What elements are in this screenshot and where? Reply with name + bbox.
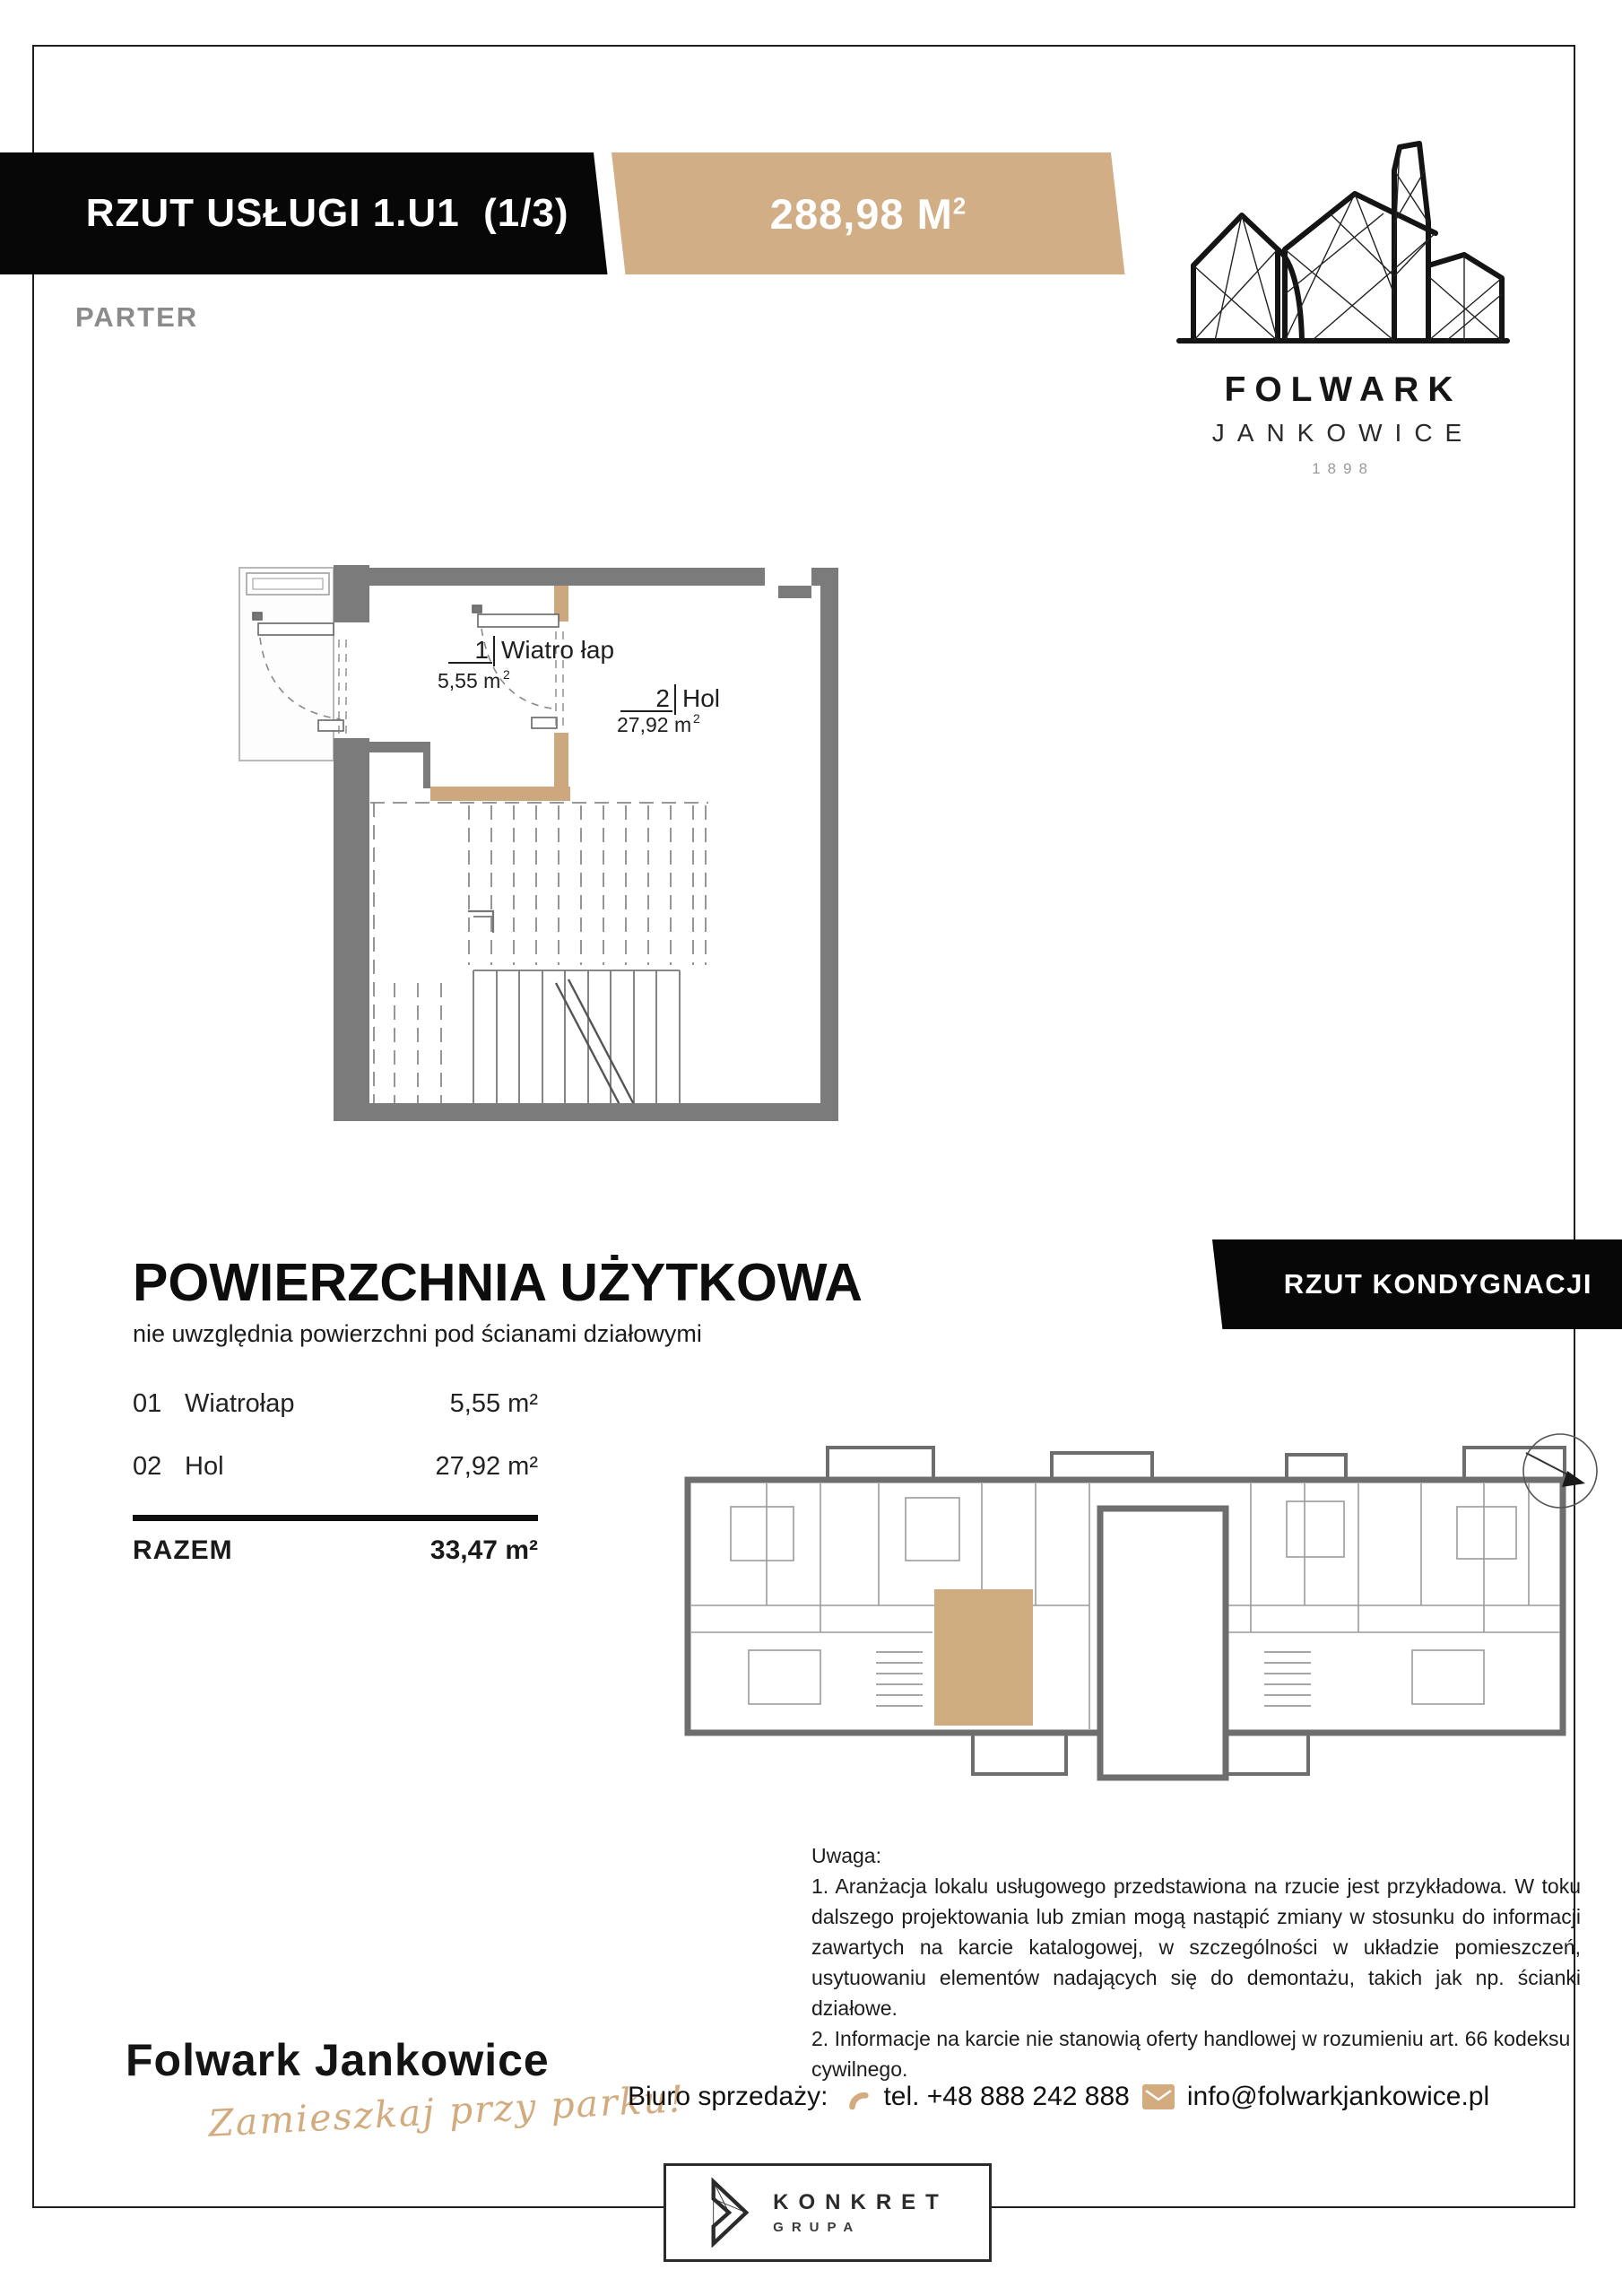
area-banner-label (770, 189, 967, 239)
highlighted-unit (934, 1589, 1033, 1726)
section-title: POWIERZCHNIA UŻYTKOWA (133, 1253, 863, 1312)
row-value: 27,92 m² (435, 1452, 538, 1481)
notes-item: 1. Aranżacja lokalu usługowego przedstawiona na rzucie jest przykładowa. W toku dalszego projektowania lub zmian mogą nastąpić zmiany w stosunku do informacji zawartych na karcie katalogowej, w szczególności w układzie pomieszczeń, usytuowaniu elementów nadających się do demontażu, takich jak np. ścianki działowe. (811, 1874, 1581, 2020)
room2-name: Hol (682, 684, 721, 712)
footer-logo-text: Folwark Jankowice (126, 2035, 550, 2085)
unit-floor-plan (233, 561, 843, 1135)
row-name: Wiatrołap (185, 1389, 295, 1418)
phone-number: tel. +48 888 242 888 (883, 2082, 1130, 2111)
notes-item: 2. Informacje na karcie nie stanowią oferty handlowej w rozumieniu art. 66 kodeksu cywilnego. (811, 2027, 1571, 2081)
phone-icon (840, 2082, 871, 2112)
area-banner (612, 152, 1124, 274)
brand-building-icon (1168, 115, 1518, 355)
table-row (133, 1389, 538, 1419)
room1-area-sup: 2 (503, 667, 510, 682)
office-label: Biuro sprzedaży: (628, 2082, 828, 2111)
email-icon (1142, 2084, 1175, 2109)
room1-number: 1 (474, 636, 489, 664)
footer-tagline: Zamieszkaj przy parku! (207, 2077, 687, 2145)
usable-area-section (133, 1252, 863, 1566)
row-number: 01 (133, 1389, 162, 1418)
total-row (133, 1535, 538, 1566)
total-rule (133, 1515, 538, 1521)
area-rows (133, 1389, 538, 1482)
brand-year: 1898 (1312, 460, 1375, 477)
notes-block (811, 1840, 1581, 2084)
notes-heading: Uwaga: (811, 1844, 881, 1867)
brand-city: JANKOWICE (1211, 419, 1475, 447)
key-plan-banner (1212, 1239, 1622, 1329)
room2-number: 2 (655, 684, 670, 712)
title-banner (0, 152, 607, 274)
compass-icon (1519, 1430, 1601, 1512)
title-banner-label: RZUT USŁUGI 1.U1 (1/3) (85, 191, 569, 235)
section-subtitle: nie uwzględnia powierzchni pod ścianami działowymi (133, 1320, 702, 1347)
brand-logo (1161, 115, 1525, 478)
email-address: info@folwarkjankowice.pl (1186, 2082, 1490, 2111)
row-name: Hol (185, 1452, 224, 1481)
room2-area: 27,92 m (617, 713, 692, 736)
key-plan-banner-label: RZUT KONDYGNACJI (1283, 1268, 1593, 1300)
sales-contact (628, 2075, 1489, 2118)
total-label: RAZEM (133, 1535, 233, 1565)
brand-name: FOLWARK (1224, 370, 1462, 409)
row-value: 5,55 m² (449, 1389, 538, 1418)
floor-label: PARTER (75, 301, 199, 333)
developer-logo-box (664, 2163, 992, 2262)
total-value: 33,47 m² (429, 1535, 538, 1565)
room1-area: 5,55 m (438, 669, 501, 692)
building-key-plan (677, 1426, 1609, 1794)
developer-sub: GRUPA (773, 2220, 862, 2235)
area-sup: 2 (952, 191, 967, 219)
developer-name-block (773, 2190, 949, 2235)
room2-area-sup: 2 (693, 711, 700, 726)
konkret-chevron-icon (707, 2178, 751, 2248)
row-number: 02 (133, 1452, 162, 1481)
room1-name: Wiatro łap (501, 636, 615, 664)
area-value: 288,98 M (769, 189, 953, 238)
developer-name: KONKRET (773, 2190, 949, 2214)
table-row (133, 1452, 538, 1482)
